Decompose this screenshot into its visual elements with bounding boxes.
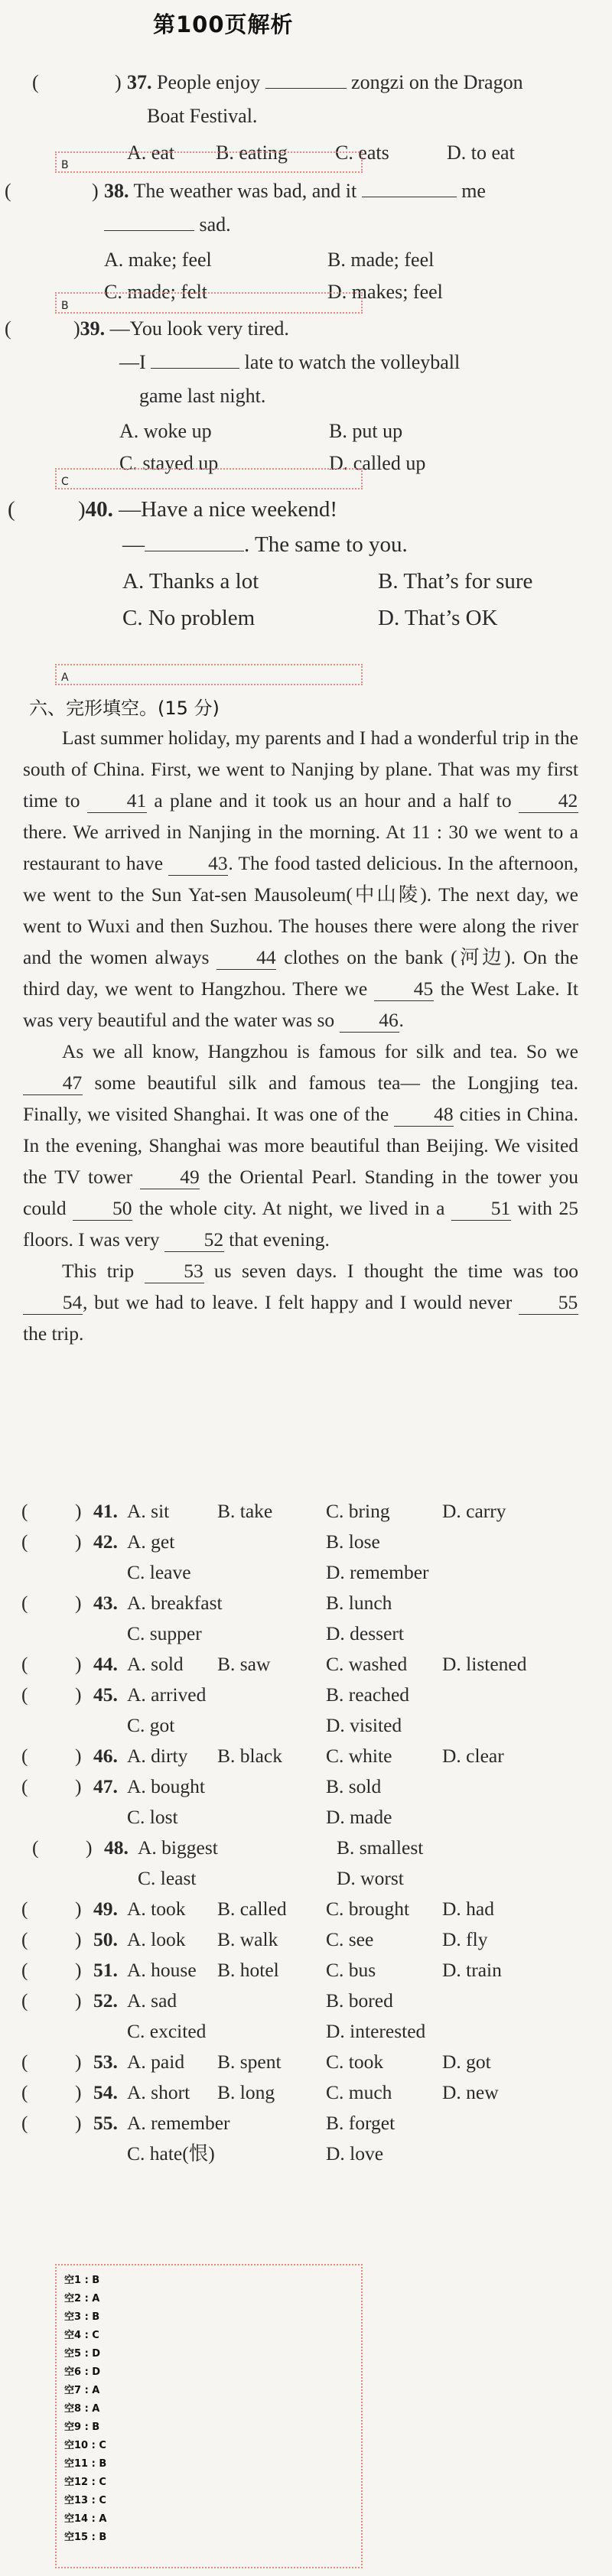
- answer-blank[interactable]: [145, 529, 244, 551]
- option-a: A. arrived: [127, 1683, 207, 1706]
- answer-paren-close: ): [73, 317, 80, 340]
- option-c: C. lost: [127, 1806, 178, 1828]
- answer-paren-open[interactable]: (: [21, 1898, 28, 1920]
- option-d: D. worst: [337, 1867, 404, 1889]
- passage-blank[interactable]: 47: [23, 1072, 83, 1095]
- passage-blank[interactable]: 51: [451, 1197, 511, 1221]
- answer-key-row: 空13 : C: [64, 2495, 106, 2506]
- passage-blank[interactable]: 42: [519, 789, 578, 813]
- option-a: A. bought: [127, 1775, 205, 1797]
- answer-paren-close: ): [78, 497, 86, 522]
- passage-blank[interactable]: 44: [216, 946, 276, 970]
- question-number: 48.: [104, 1836, 129, 1859]
- answer-paren-open[interactable]: (: [21, 1530, 28, 1553]
- option-a: A. Thanks a lot: [122, 569, 259, 594]
- passage-blank[interactable]: 48: [394, 1103, 454, 1127]
- page-title: 第100页解析: [153, 11, 294, 37]
- question-number: 46.: [93, 1745, 118, 1767]
- answer-paren-close: ): [75, 1683, 82, 1706]
- question-text: The weather was bad, and it: [133, 180, 357, 202]
- answer-value: B: [61, 159, 69, 171]
- option-c: C. hate(恨): [127, 2142, 215, 2165]
- question-number: 47.: [93, 1775, 118, 1797]
- option-d: D. carry: [442, 1500, 506, 1522]
- option-d: D. That’s OK: [378, 606, 498, 630]
- question-number: 44.: [93, 1653, 118, 1675]
- question-number: 55.: [93, 2112, 118, 2134]
- answer-paren-open[interactable]: (: [21, 2081, 28, 2103]
- answer-key-row: 空2 : A: [64, 2293, 100, 2304]
- question-text: game last night.: [139, 385, 266, 407]
- option-b: B. black: [217, 1745, 282, 1767]
- answer-paren-open: (: [8, 497, 15, 522]
- answer-key-row: 空12 : C: [64, 2477, 106, 2488]
- option-a: A. short: [127, 2081, 190, 2103]
- passage-blank[interactable]: 52: [164, 1228, 224, 1252]
- question-number: 40.: [85, 497, 113, 522]
- answer-paren-open[interactable]: (: [21, 1653, 28, 1675]
- passage-blank[interactable]: 41: [87, 789, 147, 813]
- answer-box-39: [55, 468, 363, 490]
- option-b: B. bored: [326, 1989, 393, 2012]
- answer-key-row: 空10 : C: [64, 2440, 106, 2451]
- answer-paren-open[interactable]: (: [21, 1500, 28, 1522]
- option-c: C. brought: [326, 1898, 410, 1920]
- option-c: C. white: [326, 1745, 392, 1767]
- option-b: B. hotel: [217, 1959, 279, 1981]
- passage-blank[interactable]: 45: [374, 977, 434, 1001]
- option-d: D. love: [326, 2142, 384, 2165]
- option-c: C. see: [326, 1928, 374, 1950]
- answer-blank[interactable]: [151, 346, 239, 369]
- answer-paren-open: (: [5, 317, 11, 340]
- option-a: A. took: [127, 1898, 186, 1920]
- answer-paren-close: ): [75, 1530, 82, 1553]
- option-c: C. much: [326, 2081, 392, 2103]
- option-c: C. supper: [127, 1622, 202, 1644]
- answer-value: C: [61, 476, 69, 488]
- option-b: B. walk: [217, 1928, 278, 1950]
- option-a: A. sad: [127, 1989, 177, 2012]
- passage-blank[interactable]: 43: [168, 852, 228, 876]
- option-a: A. get: [127, 1530, 175, 1553]
- answer-blank[interactable]: [265, 67, 347, 89]
- answer-key-row: 空3 : B: [64, 2311, 100, 2323]
- question-number: 39.: [80, 317, 106, 340]
- option-c: C. least: [138, 1867, 197, 1889]
- answer-paren-close: ): [75, 1745, 82, 1767]
- answer-key-box: [55, 2264, 363, 2568]
- option-a: A. eat: [127, 141, 175, 164]
- option-c: C. bus: [326, 1959, 376, 1981]
- answer-box-38: [55, 292, 363, 314]
- option-d: D. makes; feel: [327, 281, 443, 303]
- answer-paren-open[interactable]: (: [21, 1959, 28, 1981]
- question-number: 50.: [93, 1928, 118, 1950]
- passage-blank[interactable]: 50: [73, 1197, 132, 1221]
- answer-paren-close: ): [75, 2051, 82, 2073]
- answer-paren-close: ): [115, 71, 122, 93]
- option-d: D. new: [442, 2081, 499, 2103]
- answer-paren-open[interactable]: (: [21, 1989, 28, 2012]
- answer-paren-close: ): [75, 1653, 82, 1675]
- answer-box-37: [55, 151, 363, 173]
- answer-paren-open[interactable]: (: [21, 1745, 28, 1767]
- answer-key-row: 空14 : A: [64, 2513, 107, 2525]
- option-b: B. sold: [326, 1775, 382, 1797]
- option-c: C. stayed up: [119, 452, 219, 474]
- option-a: A. remember: [127, 2112, 230, 2134]
- answer-paren-open[interactable]: (: [21, 2112, 28, 2134]
- question-text: late to watch the volleyball: [244, 351, 461, 373]
- question-number: 51.: [93, 1959, 118, 1981]
- option-b: B. put up: [329, 420, 403, 442]
- option-a: A. dirty: [127, 1745, 188, 1767]
- answer-paren-open: (: [5, 180, 11, 202]
- option-c: C. leave: [127, 1561, 191, 1583]
- option-d: D. called up: [329, 452, 426, 474]
- question-number: 42.: [93, 1530, 118, 1553]
- option-b: B. long: [217, 2081, 275, 2103]
- question-text: . The same to you.: [244, 532, 408, 557]
- option-d: D. clear: [442, 1745, 504, 1767]
- answer-paren-close: ): [75, 1989, 82, 2012]
- answer-key-row: 空15 : B: [64, 2532, 107, 2543]
- answer-paren-open[interactable]: (: [21, 1775, 28, 1797]
- answer-paren-open[interactable]: (: [21, 2051, 28, 2073]
- question-number: 41.: [93, 1500, 118, 1522]
- answer-key-row: 空6 : D: [64, 2366, 101, 2378]
- answer-paren-close: ): [75, 2112, 82, 2134]
- option-b: B. saw: [217, 1653, 271, 1675]
- answer-paren-open[interactable]: (: [21, 1592, 28, 1614]
- question-number: 54.: [93, 2081, 118, 2103]
- answer-key-row: 空4 : C: [64, 2330, 99, 2341]
- option-d: D. listened: [442, 1653, 527, 1675]
- answer-paren-close: ): [86, 1836, 93, 1859]
- option-b: B. lunch: [326, 1592, 392, 1614]
- question-number: 52.: [93, 1989, 118, 2012]
- question-text: People enjoy: [157, 71, 261, 93]
- option-b: B. called: [217, 1898, 287, 1920]
- question-text: Boat Festival.: [147, 105, 258, 127]
- option-d: D. visited: [326, 1714, 402, 1736]
- cloze-passage: Last summer holiday, my parents and I had a wonderful trip in the south of China. First, we went to Nanjing by plane. That was my first time to 41 a plane and it took us an hour and a half to 42 there. We arrived in Nanjing in the morning. At 11 : 30 we went to a restaurant to have 43. The food tasted delicious. In the afternoon, we went to the Sun Yat-sen Mausoleum(中山陵). The next day, we went to Wuxi and then Suzhou. The houses there were along the river and the women always 44 clothes on the bank (河边). On the third day, we went to Hangzhou. There we 45 the West Lake. It was very beautiful and the water was so 46. As we all know, Hangzhou is famous for silk and tea. So we 47 some beautiful silk and famous tea— the Longjing tea. Finally, we visited Shanghai. It was one of the 48 cities in China. In the evening, Shanghai was more beautiful than Beijing. We visited the TV tower 49 the Oriental Pearl. Standing in the tower you could 50 the whole city. At night, we lived in a 51 with 25 floors. I was very 52 that evening. This trip 53 us seven days. I thought the time was too 54, but we had to leave. I felt happy and I would never 55 the trip.: [23, 727, 579, 1345]
- answer-paren-close: ): [75, 1898, 82, 1920]
- answer-key-row: 空8 : A: [64, 2403, 100, 2415]
- option-a: A. look: [127, 1928, 186, 1950]
- question-number: 38.: [104, 180, 129, 202]
- option-c: C. bring: [326, 1500, 390, 1522]
- passage-blank[interactable]: 49: [140, 1166, 200, 1189]
- option-d: D. remember: [326, 1561, 429, 1583]
- option-a: A. sold: [127, 1653, 184, 1675]
- option-c: C. made; felt: [104, 281, 208, 303]
- option-b: B. lose: [326, 1530, 380, 1553]
- passage-blank[interactable]: 55: [519, 1291, 578, 1315]
- answer-key-row: 空9 : B: [64, 2422, 100, 2433]
- option-b: B. take: [217, 1500, 273, 1522]
- answer-paren-close: ): [75, 1775, 82, 1797]
- option-c: C. took: [326, 2051, 384, 2073]
- option-a: A. house: [127, 1959, 197, 1981]
- answer-value: A: [61, 672, 69, 684]
- option-a: A. breakfast: [127, 1592, 223, 1614]
- answer-paren-close: ): [75, 1959, 82, 1981]
- answer-blank[interactable]: [362, 175, 457, 197]
- option-d: D. made: [326, 1806, 392, 1828]
- option-c: C. washed: [326, 1653, 408, 1675]
- option-d: D. interested: [326, 2020, 426, 2042]
- option-a: A. woke up: [119, 420, 212, 442]
- answer-key-row: 空7 : A: [64, 2385, 100, 2396]
- answer-paren-open[interactable]: (: [21, 1928, 28, 1950]
- answer-paren-close: ): [75, 1592, 82, 1614]
- option-b: B. forget: [326, 2112, 396, 2134]
- question-number: 37.: [127, 71, 152, 93]
- option-b: B. smallest: [337, 1836, 424, 1859]
- answer-paren-open[interactable]: (: [32, 1836, 39, 1859]
- answer-paren-close: ): [75, 1928, 82, 1950]
- question-text: —Have a nice weekend!: [119, 497, 337, 522]
- answer-paren-open[interactable]: (: [21, 1683, 28, 1706]
- passage-blank[interactable]: 46: [340, 1009, 399, 1033]
- answer-key-row: 空11 : B: [64, 2458, 107, 2470]
- option-b: B. That’s for sure: [378, 569, 533, 594]
- option-d: D. had: [442, 1898, 494, 1920]
- section-title: 六、完形填空。(15 分): [29, 698, 220, 719]
- answer-key-row: 空5 : D: [64, 2348, 101, 2360]
- question-number: 43.: [93, 1592, 118, 1614]
- question-text: me: [461, 180, 486, 202]
- option-a: A. biggest: [138, 1836, 218, 1859]
- answer-paren-open: (: [32, 71, 39, 93]
- answer-blank[interactable]: [104, 209, 194, 231]
- option-c: C. No problem: [122, 606, 256, 630]
- question-text: —You look very tired.: [109, 317, 289, 340]
- option-d: D. to eat: [447, 141, 515, 164]
- option-a: A. sit: [127, 1500, 170, 1522]
- question-text: —: [122, 532, 145, 557]
- question-text: zongzi on the Dragon: [351, 71, 523, 93]
- answer-paren-close: ): [92, 180, 99, 202]
- option-b: B. made; feel: [327, 249, 435, 271]
- passage-blank[interactable]: 53: [145, 1260, 204, 1283]
- option-d: D. dessert: [326, 1622, 404, 1644]
- question-number: 53.: [93, 2051, 118, 2073]
- answer-paren-close: ): [75, 1500, 82, 1522]
- option-d: D. train: [442, 1959, 502, 1981]
- answer-paren-close: ): [75, 2081, 82, 2103]
- question-number: 49.: [93, 1898, 118, 1920]
- option-d: D. got: [442, 2051, 491, 2073]
- option-a: A. make; feel: [104, 249, 212, 271]
- question-number: 45.: [93, 1683, 118, 1706]
- question-text: sad.: [199, 213, 231, 236]
- option-c: C. eats: [335, 141, 389, 164]
- option-b: B. eating: [216, 141, 288, 164]
- option-d: D. fly: [442, 1928, 488, 1950]
- option-c: C. got: [127, 1714, 175, 1736]
- answer-box-40: [55, 664, 363, 685]
- answer-key-row: 空1 : B: [64, 2275, 100, 2286]
- answer-value: B: [61, 300, 69, 312]
- option-a: A. paid: [127, 2051, 185, 2073]
- option-b: B. spent: [217, 2051, 282, 2073]
- option-b: B. reached: [326, 1683, 410, 1706]
- question-text: —I: [119, 351, 146, 373]
- passage-blank[interactable]: 54: [23, 1291, 83, 1315]
- option-c: C. excited: [127, 2020, 207, 2042]
